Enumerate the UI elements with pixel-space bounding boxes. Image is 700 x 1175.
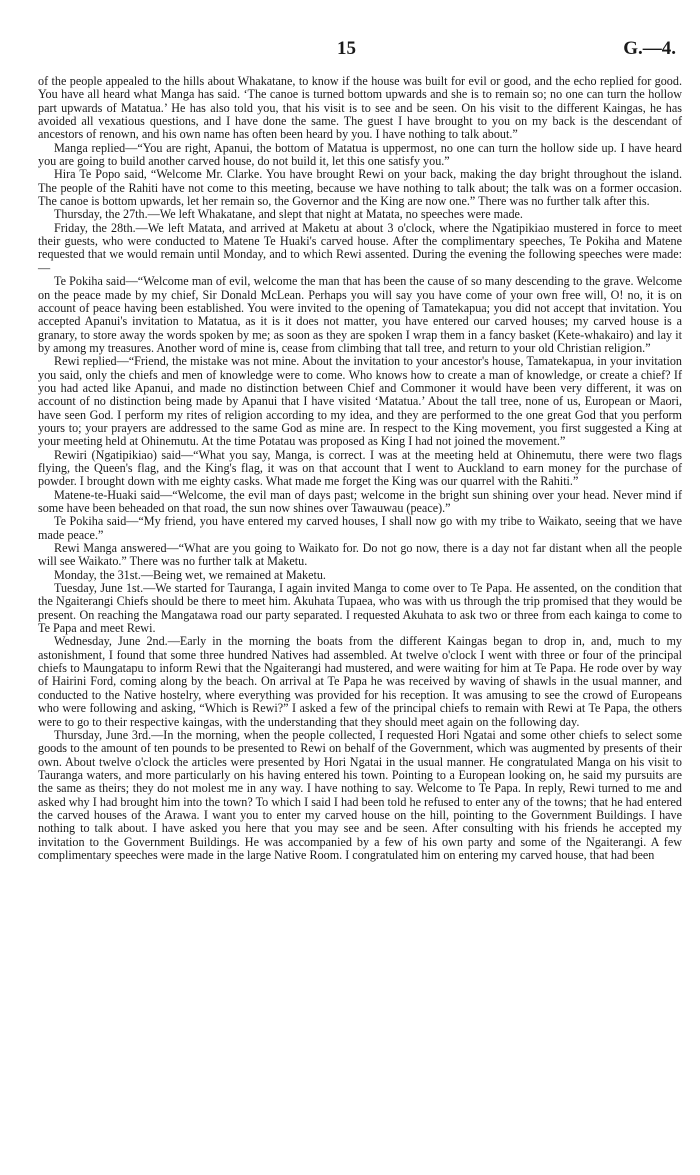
page-number: 15 xyxy=(337,38,356,59)
paragraph-friday-28th: Friday, the 28th.—We left Matata, and arrived at Maketu at about 3 o'clock, where the Ngatipikiao mustered in force to meet their guests, who were conducted to Matene Te Huaki's carved house. After the complimentary speeches, Te Pokiha and Matene requested that we would remain until Monday, and to which Rewi assented. During the evening the following speeches were made:— xyxy=(38,220,682,275)
paragraph-thursday-27th: Thursday, the 27th.—We left Whakatane, and slept that night at Matata, no speeches were made. xyxy=(54,207,523,222)
paragraph-te-pokiha-welcome: Te Pokiha said—“Welcome man of evil, welcome the man that has been the cause of so many descending to the grave. Welcome on the peace made by my chief, Sir Donald McLean. Perhaps you will say you have come of your own free will, O! no, it is on account of peace having been established. You were invited to the opening of Tamatekapua; you did not accept that invitation. You accepted Apanui's invitation to Matatua, as it is it does not matter, you have entered our carved houses; my carved house is a granary, to store away the words spoken by me; as soon as they are spoken I wrap them in a fancy basket (Kete-whakairo) and lay it by among my treasures. Another word of mine is, cease from climbing that tall tree, and return to your old Christian religion.” xyxy=(38,274,682,355)
paragraph-hira-te-popo: Hira Te Popo said, “Welcome Mr. Clarke. You have brought Rewi on your back, making the day bright throughout the island. The people of the Rahiti have not come to this meeting, because we have nothing to talk about; the talk was on a former occasion. The canoe is bottom upwards, let her remain so, the Governor and the King are now one.” There was no further talk after this. xyxy=(38,167,682,209)
body-text xyxy=(38,75,682,862)
document-code: G.—4. xyxy=(623,38,676,59)
paragraph-matene-te-huaki: Matene-te-Huaki said—“Welcome, the evil man of days past; welcome in the bright sun shining over your head. Never mind if some have been beheaded on that road, the sun now shines over Tawauwau (peace).” xyxy=(38,487,682,515)
paragraph-rewiri: Rewiri (Ngatipikiao) said—“What you say, Manga, is correct. I was at the meeting held at Ohinemutu, there were two flags flying, the Queen's flag, and the King's flag, it was on that account that I went to Auckland to earn money for the purchase of powder. I brought down with me eighty casks. What made me forget the King was our quarrel with the Rahiti.” xyxy=(38,447,682,489)
paragraph-rewi-manga-answer: Rewi Manga answered—“What are you going to Waikato for. Do not go now, there is a day not far distant when all the people will see Waikato.” There was no further talk at Maketu. xyxy=(38,541,682,569)
paragraph-manga-reply: Manga replied—“You are right, Apanui, the bottom of Matatua is uppermost, no one can turn the hollow side up. I have heard you are going to build another carved house, do not build it, let this one satisfy you.” xyxy=(38,140,682,169)
paragraph-rewi-reply: Rewi replied—“Friend, the mistake was not mine. About the invitation to your ancestor's house, Tamatekapua, in your invitation you said, only the chiefs and men of knowledge were to come. Who knows how to create a man of knowledge, or create a chief? If you had acted like Apanui, and made no distinction between Chief and Commoner it would have been very different, it was on account of no distinction being made by Apanui that I have visited ‘Matatua.’ About the tall tree, none of us, European or Maori, have seen God. I perform my rites of religion according to my idea, and they are performed to the one great God that you perform yours to; your prayers are addressed to the same God as mine are. In respect to the King movement, you first suggested a King at your meeting held at Ohinemutu. At the time Potatau was proposed as King I had not joined the movement.” xyxy=(38,354,682,449)
paragraph-monday-31st: Monday, the 31st.—Being wet, we remained at Maketu. xyxy=(54,567,326,582)
paragraph-te-pokiha-friend: Te Pokiha said—“My friend, you have entered my carved houses, I shall now go with my tribe to Waikato, seeing that we have made peace.” xyxy=(38,514,682,542)
paragraph-tuesday-june-1st: Tuesday, June 1st.—We started for Tauranga, I again invited Manga to come over to Te Papa. He assented, on the condition that the Ngaiterangi Chiefs should be there to meet him. Akuhata Tupaea, who was with us through the trip promised that they would be present. On reaching the Mangatawa road our party separated. I requested Akuhata to ask two or three from each kainga to come to Te Papa and meet Rewi. xyxy=(38,581,682,636)
paragraph-thursday-june-3rd: Thursday, June 3rd.—In the morning, when the people collected, I requested Hori Ngatai and some other chiefs to select some goods to the amount of ten pounds to be presented to Rewi on behalf of the Government, which was augmented by presents of their own. About twelve o'clock the articles were presented by Hori Ngatai in the usual manner. He congratulated Manga on his visit to Tauranga waters, and more particularly on his having entered his town. Pointing to a European looking on, he said my pursuits are the same as theirs; they do not molest me in any way. I have nothing to say. Welcome to Te Papa. In reply, Rewi turned to me and asked why I had brought him into the town? To which I said I had been told he refused to enter any of the towns; that he had entered the carved houses of the Arawa. I want you to enter my carved house on the hill, pointing to the Government Buildings. I have nothing to talk about. I have asked you here that you may see and be seen. After consulting with his friends he accepted my invitation to the Government Buildings. He was accompanied by a few of his own party and some of the Ngaiterangi. A few complimentary speeches were made in the large Native Room. I congratulated him on entering my carved house, that had been xyxy=(38,727,682,862)
paragraph-apanui-speech-end: of the people appealed to the hills about Whakatane, to know if the house was built for evil or good, and the echo replied for good. You have all heard what Manga has said. ‘The canoe is turned bottom upwards and she is to remain so; no one can turn the hollow part upwards of Matatua.’ He has also told you, that his visit is to see and be seen. On his visit to the different Kaingas, he has avoided all vexatious questions, and I have done the same. The guest I have brought to you on my back is the descendant of ancestors of renown, and his own name has often been heard by you. I have nothing to talk about.” xyxy=(38,74,682,142)
page-header xyxy=(0,38,700,62)
paragraph-wednesday-june-2nd: Wednesday, June 2nd.—Early in the morning the boats from the different Kaingas began to drop in, and, much to my astonishment, I found that some three hundred Natives had assembled. At twelve o'clock I went with three or four of the principal chiefs to Maungatapu to inform Rewi that the Ngaiterangi had mustered, and were waiting for him at Te Papa. He rode over by way of Hairini Ford, coming along by the beach. On arrival at Te Papa he was received by waving of shawls in the usual manner, and conducted to the Native hostelry, where everything was provided for his reception. It was amusing to see the crowd of Europeans who were following and asking, “Which is Rewi?” I asked a few of the principal chiefs to remain with Rewi at Te Papa, the others were to go to their respective kaingas, with the understanding that they should meet again on the following day. xyxy=(38,634,682,729)
